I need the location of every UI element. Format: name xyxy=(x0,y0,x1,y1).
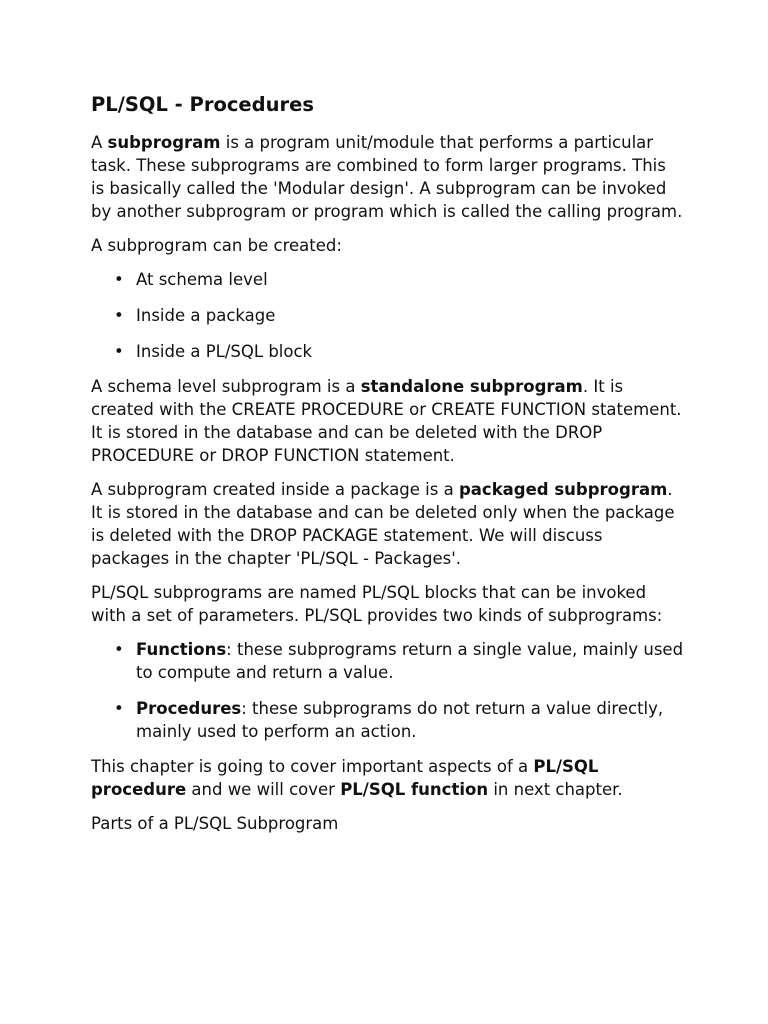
creation-intro-paragraph: A subprogram can be created: xyxy=(91,236,342,255)
standalone-text-rest: . It is created with the CREATE PROCEDURE or CREATE FUNCTION statement. It is stored in the database and can be deleted with the DROP PROCEDURE or DROP FUNCTION statement. xyxy=(91,377,682,465)
scope-text-start: This chapter is going to cover important aspects of a xyxy=(91,757,534,776)
intro-text-rest: is a program unit/module that performs a particular task. These subprograms are combined to form larger programs. This is basically called the 'Modular design'. A subprogram can be invoked by another subprogram or program which is called the calling program. xyxy=(91,133,683,221)
list-item: • At schema level xyxy=(136,268,684,291)
scope-text-end: in next chapter. xyxy=(488,780,623,799)
intro-term-subprogram: subprogram xyxy=(107,133,221,152)
scope-text-middle: and we will cover xyxy=(186,780,341,799)
kinds-intro-paragraph: PL/SQL subprograms are named PL/SQL blocks that can be invoked with a set of parameters. PL/SQL provides two kinds of subprograms: xyxy=(91,583,663,625)
scope-term-procedure: PL/SQL procedure xyxy=(91,757,599,799)
packaged-paragraph xyxy=(91,478,684,570)
scope-term-function: PL/SQL function xyxy=(340,780,489,799)
list-item xyxy=(136,638,684,684)
list-item: • Inside a package xyxy=(136,304,684,327)
subprogram-kinds-list xyxy=(91,638,684,743)
packaged-term: packaged subprogram xyxy=(458,480,668,499)
kind-term-functions: Functions xyxy=(136,640,227,659)
kind-desc-functions: : these subprograms return a single value, mainly used to compute and return a value. xyxy=(136,640,684,682)
intro-paragraph xyxy=(91,131,684,223)
page-title: PL/SQL - Procedures xyxy=(91,93,314,116)
creation-locations-list xyxy=(91,268,684,363)
intro-text-start: A xyxy=(91,133,108,152)
kind-term-procedures: Procedures xyxy=(136,699,242,718)
packaged-text-start: A subprogram created inside a package is a xyxy=(91,480,459,499)
section-heading-parts: Parts of a PL/SQL Subprogram xyxy=(91,814,339,833)
standalone-term: standalone subprogram xyxy=(360,377,583,396)
list-item xyxy=(136,697,684,743)
standalone-text-start: A schema level subprogram is a xyxy=(91,377,361,396)
kind-desc-procedures: : these subprograms do not return a value directly, mainly used to perform an action. xyxy=(136,699,664,741)
chapter-scope-paragraph xyxy=(91,755,684,801)
standalone-paragraph xyxy=(91,375,684,467)
list-item: • Inside a PL/SQL block xyxy=(136,340,684,363)
packaged-text-rest: . It is stored in the database and can be deleted only when the package is deleted with the DROP PACKAGE statement. We will discuss packages in the chapter 'PL/SQL - Packages'. xyxy=(91,480,675,568)
